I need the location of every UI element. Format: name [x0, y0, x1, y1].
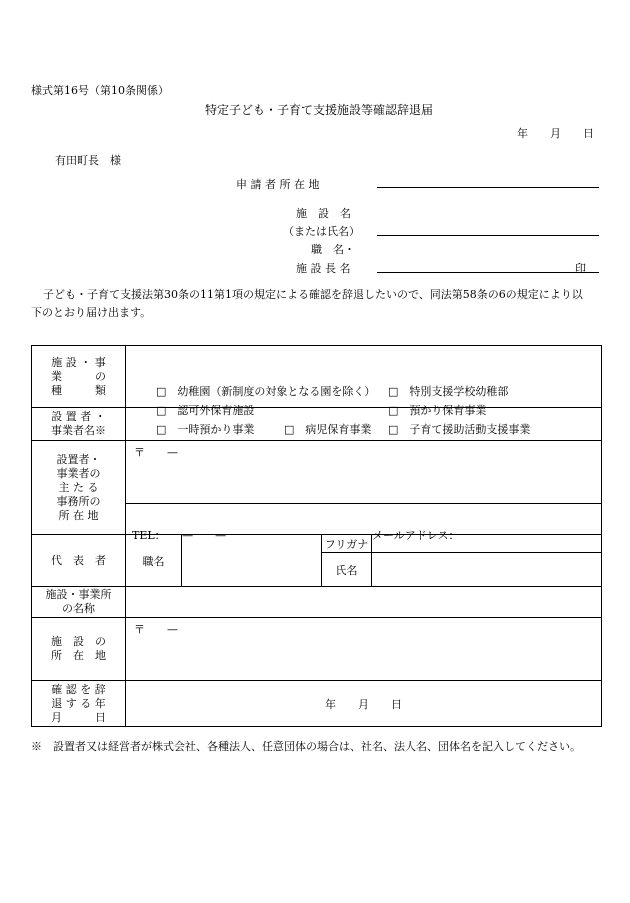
facility-name-field[interactable]: [377, 235, 599, 236]
founder-label-line: 設 置 者 ・: [51, 410, 106, 423]
confirm-label-line: 月 日: [51, 710, 106, 724]
body-text-line1: 子ども・子育て支援法第30条の11第1項の規定による確認を辞退したいので、同法第58条の6の規定により以: [43, 288, 583, 301]
application-table: [31, 345, 602, 727]
rep-label: 代 表 者: [32, 535, 126, 587]
footnote: ※ 設置者又は経営者が株式会社、各種法人、任意団体の場合は、社名、法人名、団体名を記入してください。: [31, 740, 581, 753]
director-name-field[interactable]: [377, 272, 599, 273]
rep-name-field[interactable]: [372, 553, 602, 587]
founder-label-line: 事業者名※: [51, 424, 106, 437]
email-field[interactable]: メールアドレス：: [372, 529, 460, 542]
office-label-line: 事業者の: [56, 466, 101, 480]
type-label-line: 施 設 ・ 事: [51, 355, 106, 369]
founder-label: [32, 408, 126, 441]
facility-name-label-line: の名称: [62, 602, 95, 615]
confirm-label-line: 退 す る 年: [51, 696, 106, 710]
table-row: [32, 346, 602, 408]
type-label-line: 種 類: [51, 383, 106, 397]
checkbox-kindergarten[interactable]: □ 幼稚園（新制度の対象となる園を除く）: [156, 384, 376, 398]
facility-name-label: 施 設 名: [296, 207, 351, 220]
postal-mark: 〒 —: [134, 446, 178, 459]
checkbox-unlicensed-care[interactable]: □ 認可外保育施設: [156, 403, 255, 417]
facility-name-table-label: [32, 587, 126, 618]
table-row: [32, 535, 602, 553]
facility-name-label-line: 施設・事業所: [45, 588, 112, 601]
checkbox-extended-care[interactable]: □ 預かり保育事業: [388, 403, 487, 417]
rep-name-label: 氏名: [322, 553, 372, 587]
facility-address-label-line: 所 在 地: [51, 649, 106, 662]
seal-mark: 印: [575, 262, 586, 275]
table-row: [32, 441, 602, 504]
form-title: 特定子ども・子育て支援施設等確認辞退届: [205, 103, 434, 117]
table-row: [32, 618, 602, 681]
table-row: [32, 681, 602, 727]
applicant-address-field[interactable]: [377, 187, 599, 188]
office-label: [32, 441, 126, 535]
tel-field[interactable]: TEL： — —: [132, 529, 227, 542]
furigana-label: フリガナ: [322, 535, 372, 553]
office-label-line: 事務所の: [56, 494, 101, 508]
date-line: 年 月 日: [517, 127, 594, 140]
checkbox-special-school[interactable]: □ 特別支援学校幼稚部: [388, 384, 509, 398]
form-number: 様式第16号（第10条関係）: [31, 84, 169, 97]
checkbox-sick-child-care[interactable]: □ 病児保育事業: [284, 422, 372, 436]
facility-address-label-line: 施 設 の: [51, 635, 106, 648]
checkbox-temporary-care[interactable]: □ 一時預かり事業: [156, 422, 255, 436]
confirm-date-label: [32, 681, 126, 727]
confirm-label-line: 確 認 を 辞: [51, 682, 106, 696]
facility-address-field[interactable]: [126, 618, 602, 681]
facility-address-label: [32, 618, 126, 681]
director-label: 施 設 長 名: [296, 262, 351, 275]
body-text-line2: 下のとおり届け出ます。: [31, 306, 152, 319]
applicant-address-label: 申 請 者 所 在 地: [236, 178, 320, 191]
table-row: [32, 587, 602, 618]
facility-name-table-field[interactable]: [126, 587, 602, 618]
position-label: 職 名・: [311, 243, 355, 256]
office-label-line: 設置者・: [56, 452, 101, 466]
office-label-line: 所 在 地: [58, 508, 99, 522]
checkbox-family-support[interactable]: □ 子育て援助活動支援事業: [388, 422, 531, 436]
type-label: [32, 346, 126, 408]
facility-name-sublabel: （または氏名）: [283, 225, 360, 238]
addressee: 有田町長 様: [55, 154, 121, 167]
type-options-cell: [126, 346, 602, 436]
type-label-line: 業 の: [51, 369, 106, 383]
facility-postal-mark: 〒 —: [134, 623, 178, 636]
confirm-date-field[interactable]: 年 月 日: [126, 681, 602, 727]
office-address-field[interactable]: [126, 441, 602, 504]
office-label-line: 主 た る: [58, 480, 99, 494]
rep-position-label: 職名: [126, 535, 182, 587]
office-contact-cell: [126, 504, 602, 542]
